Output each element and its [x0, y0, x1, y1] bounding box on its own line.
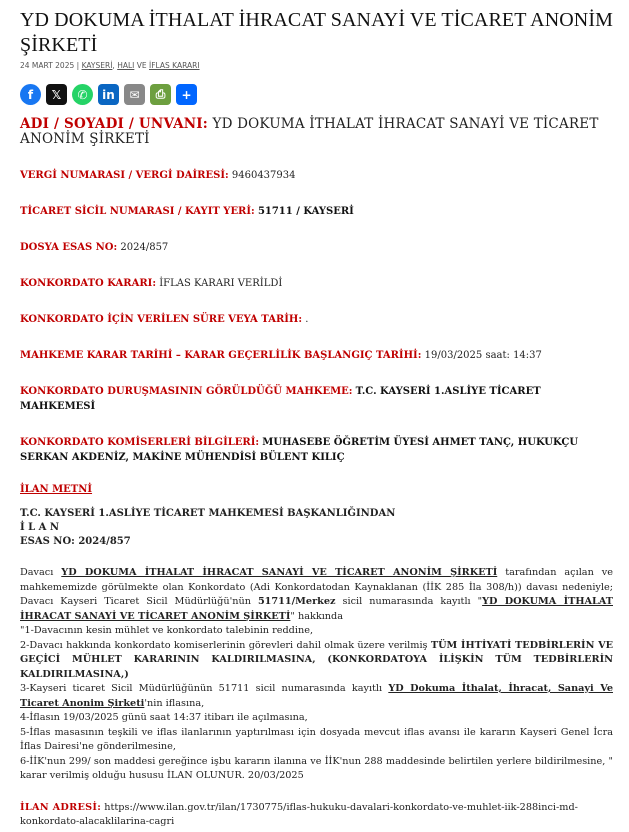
dosya-label: DOSYA ESAS NO:	[20, 242, 118, 253]
field-sicil	[20, 204, 613, 219]
adres-value: https://www.ilan.gov.tr/ilan/1730775/iflas-hukuku-davalari-konkordato-ve-muhlet-iik-288inci-md-konkordato-alacaklilarina-cagri	[20, 801, 578, 827]
vergi-label: VERGİ NUMARASI / VERGİ DAİRESİ:	[20, 170, 229, 181]
body-paragraph-2: "1-Davacının kesin mühlet ve konkordato talebinin reddine,	[20, 625, 314, 636]
komiser-label: KONKORDATO KOMİSERLERİ BİLGİLERİ:	[20, 437, 260, 448]
text-span: sicil numarasında kayıtlı "	[335, 596, 483, 607]
bold-text: TÜM İHTİYATİ TEDBİRLERİN VE GEÇİCİ MÜHLET KARARININ KALDIRILMASINA, (KONKORDATOYA İLİŞKİN TÜM TEDBİRLERİN KALDIRILMASINA,)	[20, 639, 613, 680]
facebook-icon[interactable]: f	[20, 84, 41, 105]
mahkeme-label: KONKORDATO DURUŞMASININ GÖRÜLDÜĞÜ MAHKEME:	[20, 386, 353, 397]
company-name: YD Dokuma İthalat, İhracat, Sanayi Ve Ticaret Anonim Şirketi	[20, 683, 613, 709]
x-icon[interactable]: 𝕏	[46, 84, 67, 105]
tarih-label: MAHKEME KARAR TARİHİ – KARAR GEÇERLİLİK BAŞLANGIÇ TARİHİ:	[20, 350, 422, 361]
court-name: T.C. KAYSERİ 1.ASLİYE TİCARET MAHKEMESİ BAŞKANLIĞINDAN	[20, 508, 396, 519]
article	[0, 8, 629, 832]
field-unvan	[20, 117, 613, 147]
tarih-value: 19/03/2025 saat: 14:37	[424, 350, 542, 361]
text-span: tarafından açılan ve mahkememizde görülmekte olan Konkordato (Adi Konkordatodan Kaynaklanan (İİK 285 İla 308/h)) davası nedeniyle; Davacı Kayseri Ticaret Sicil Müdürlüğü'nün	[20, 567, 613, 607]
text-span: Davacı	[20, 567, 62, 578]
body-paragraph-4	[20, 682, 613, 711]
article-meta	[20, 61, 613, 70]
field-sure	[20, 312, 613, 327]
body-paragraph-1	[20, 566, 613, 624]
sure-value: .	[305, 314, 309, 325]
company-name: YD DOKUMA İTHALAT İHRACAT SANAYİ VE TİCARET ANONİM ŞİRKETİ	[61, 567, 498, 578]
ilan-metni-heading	[20, 484, 613, 495]
body-paragraph-7: 6-İİK'nun 299/ son maddesi gereğince işbu kararın ilanına ve İİK'nun 288 maddesinde belirtilen yerlere bildirilmesine, " karar verilmiş olduğu hususu İLAN OLUNUR. 20/03/2025	[20, 755, 613, 781]
ilan-word: İ L A N	[20, 522, 60, 533]
article-date: 24 MART 2025	[20, 61, 75, 70]
karar-value: İFLAS KARARI VERİLDİ	[159, 278, 283, 289]
text-span: 2-Davacı hakkında konkordato komiserlerinin görevleri dahil olmak üzere verilmiş	[20, 639, 431, 651]
meta-comma: ,	[112, 61, 115, 70]
article-title: YD DOKUMA İTHALAT İHRACAT SANAYİ VE TİCARET ANONİM ŞİRKETİ	[20, 9, 613, 56]
email-icon[interactable]: ✉	[124, 84, 145, 105]
body-paragraph-6: 5-İflas masasının teşkili ve iflas ilanlarının yaptırılması için dosyada mevcut iflas avansı ile kararın Kayseri Genel İcra İflas Dairesi'ne gönderilmesine,	[20, 726, 613, 752]
share-icon[interactable]: +	[176, 84, 197, 105]
field-tarih	[20, 348, 613, 363]
adres-label: İLAN ADRESİ:	[20, 801, 102, 813]
field-vergi	[20, 168, 613, 183]
sicil-ref: 51711/Merkez	[257, 596, 336, 607]
field-karar	[20, 276, 613, 291]
sure-label: KONKORDATO İÇİN VERİLEN SÜRE VEYA TARİH:	[20, 314, 303, 325]
sicil-value: 51711 / KAYSERİ	[257, 206, 354, 217]
vergi-value: 9460437934	[231, 170, 296, 181]
category-link-iflas[interactable]: İFLAS KARARI	[149, 61, 200, 70]
meta-and: VE	[136, 61, 147, 70]
ilan-body	[20, 566, 613, 784]
ilan-adresi	[20, 801, 613, 830]
share-bar	[20, 84, 613, 105]
unvan-label: ADI / SOYADI / UNVANI:	[20, 116, 208, 132]
komiser-value: MUHASEBE ÖĞRETİM ÜYESİ AHMET TANÇ, HUKUKÇU SERKAN AKDENİZ, MAKİNE MÜHENDİSİ BÜLENT KILIÇ	[20, 437, 579, 463]
dosya-value: 2024/857	[120, 242, 169, 253]
body-paragraph-3	[20, 639, 613, 683]
esas-no: ESAS NO: 2024/857	[20, 536, 131, 547]
court-header	[20, 507, 613, 549]
karar-label: KONKORDATO KARARI:	[20, 278, 157, 289]
text-span: 3-Kayseri ticaret Sicil Müdürlüğünün 51711 sicil numarasında kayıtlı	[20, 683, 389, 694]
body-paragraph-5: 4-İflasın 19/03/2025 günü saat 14:37 itibarı ile açılmasına,	[20, 712, 308, 723]
ilan-metni-label: İLAN METNİ	[20, 484, 93, 495]
field-komiser	[20, 435, 613, 465]
company-name: YD DOKUMA İTHALAT İHRACAT SANAYİ VE TİCARET ANONİM ŞİRKETİ	[20, 596, 613, 622]
unvan-value: YD DOKUMA İTHALAT İHRACAT SANAYİ VE TİCARET ANONİM ŞİRKETİ	[20, 116, 599, 147]
category-link-hali[interactable]: HALI	[117, 61, 135, 70]
field-mahkeme	[20, 384, 613, 414]
linkedin-icon[interactable]: in	[98, 84, 119, 105]
whatsapp-icon[interactable]: ✆	[72, 84, 93, 105]
print-icon[interactable]: ⎙	[150, 84, 171, 105]
text-span: 'nin iflasına,	[144, 697, 205, 709]
mahkeme-value: T.C. KAYSERİ 1.ASLİYE TİCARET MAHKEMESİ	[20, 386, 541, 412]
sicil-label: TİCARET SİCİL NUMARASI / KAYIT YERİ:	[20, 206, 255, 217]
field-dosya	[20, 240, 613, 255]
meta-separator: |	[76, 61, 80, 70]
category-link-kayseri[interactable]: KAYSERİ	[81, 61, 113, 70]
text-span: " hakkında	[290, 610, 344, 622]
